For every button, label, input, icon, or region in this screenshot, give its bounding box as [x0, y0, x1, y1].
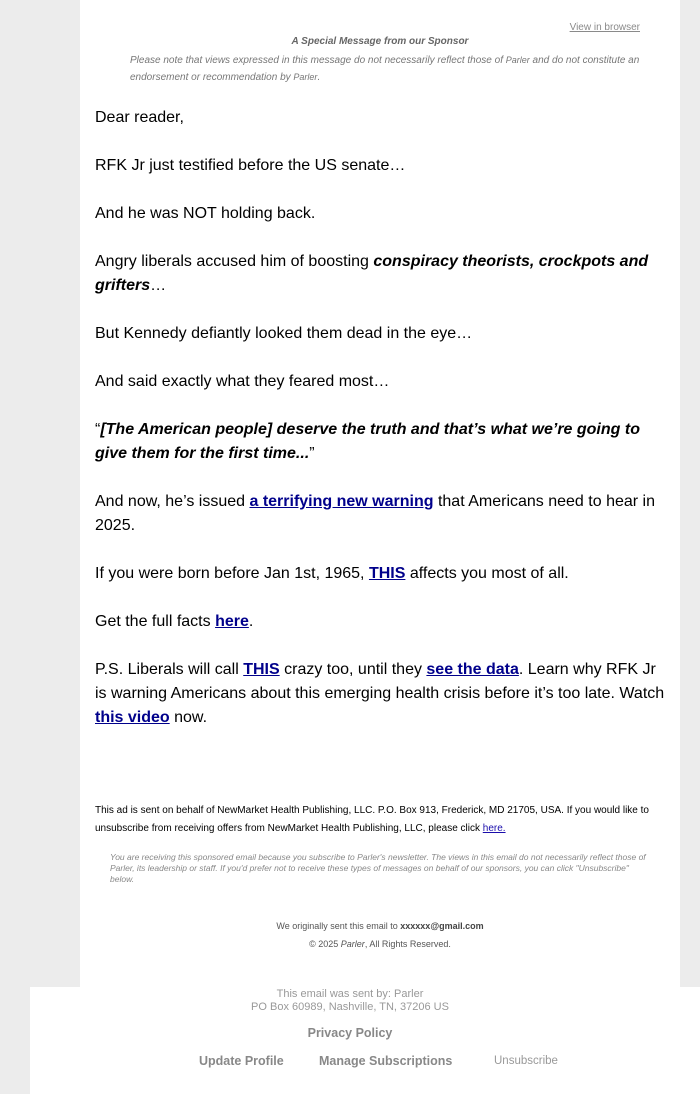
paragraph-ps: P.S. Liberals will call THIS crazy too, until they see the data. Learn why RFK Jr is warning Americans about this emerging health crisis before it’s too late. Watch this video now.: [95, 661, 665, 726]
message-body: [95, 106, 670, 754]
terrifying-warning-link[interactable]: a terrifying new warning: [249, 493, 434, 510]
paragraph-born-before: If you were born before Jan 1st, 1965, THIS affects you most of all.: [95, 565, 569, 582]
sponsor-disclaimer: Please note that views expressed in this message do not necessarily reflect those of Parler and do not constitute an endorsement or recommendation by Parler.: [130, 55, 640, 83]
recipient-email: xxxxxx@gmail.com: [400, 921, 484, 931]
sender-info: [0, 988, 700, 1014]
advertiser-unsubscribe-link[interactable]: here.: [482, 823, 506, 834]
this-video-link[interactable]: this video: [95, 709, 170, 726]
paragraph-not-holding-back: And he was NOT holding back.: [95, 205, 316, 222]
paragraph-testified: RFK Jr just testified before the US senate…: [95, 157, 406, 174]
paragraph-feared: And said exactly what they feared most…: [95, 373, 390, 390]
ad-notice: This ad is sent on behalf of NewMarket Health Publishing, LLC. P.O. Box 913, Frederick, MD 21705, USA. If you would like to unsubscribe from receiving offers from NewMarket Health Publishing, LLC, please click here.: [95, 805, 649, 834]
sender-address: PO Box 60989, Nashville, TN, 37206 US: [251, 1001, 449, 1013]
email-card: [80, 0, 680, 988]
paragraph-defiant: But Kennedy defiantly looked them dead in the eye…: [95, 325, 473, 342]
recipient-line: We originally sent this email to xxxxxx@gmail.com: [276, 921, 484, 931]
view-in-browser-link[interactable]: View in browser: [569, 22, 640, 33]
sponsored-email-notice: You are receiving this sponsored email because you subscribe to Parler's newsletter. The views in this email do not necessarily reflect those of Parler, its leadership or staff. If you'd prefer not to receive these types of messages on behalf of our sponsors, you can click "Unsubscribe" below.: [110, 852, 646, 884]
privacy-policy-link[interactable]: Privacy Policy: [307, 1026, 393, 1040]
here-link[interactable]: here: [215, 613, 249, 630]
paragraph-warning: And now, he’s issued a terrifying new warning that Americans need to hear in 2025.: [95, 493, 655, 534]
paragraph-accused: Angry liberals accused him of boosting conspiracy theorists, crockpots and grifters…: [95, 253, 649, 294]
sponsor-title: A Special Message from our Sponsor: [291, 36, 469, 47]
unsubscribe-link[interactable]: Unsubscribe: [494, 1055, 558, 1067]
ps-this-link[interactable]: THIS: [243, 661, 280, 678]
copyright: © 2025 Parler, All Rights Reserved.: [309, 939, 451, 949]
manage-subscriptions-link[interactable]: Manage Subscriptions: [319, 1054, 453, 1068]
paragraph-full-facts: Get the full facts here.: [95, 613, 254, 630]
quote: “[The American people] deserve the truth and that’s what we’re going to give them for the first time...”: [95, 421, 640, 462]
update-profile-link[interactable]: Update Profile: [199, 1054, 284, 1068]
see-the-data-link[interactable]: see the data: [426, 661, 519, 678]
sent-by-line: This email was sent by: Parler: [276, 988, 424, 1000]
greeting: Dear reader,: [95, 109, 184, 126]
this-link[interactable]: THIS: [368, 565, 406, 582]
